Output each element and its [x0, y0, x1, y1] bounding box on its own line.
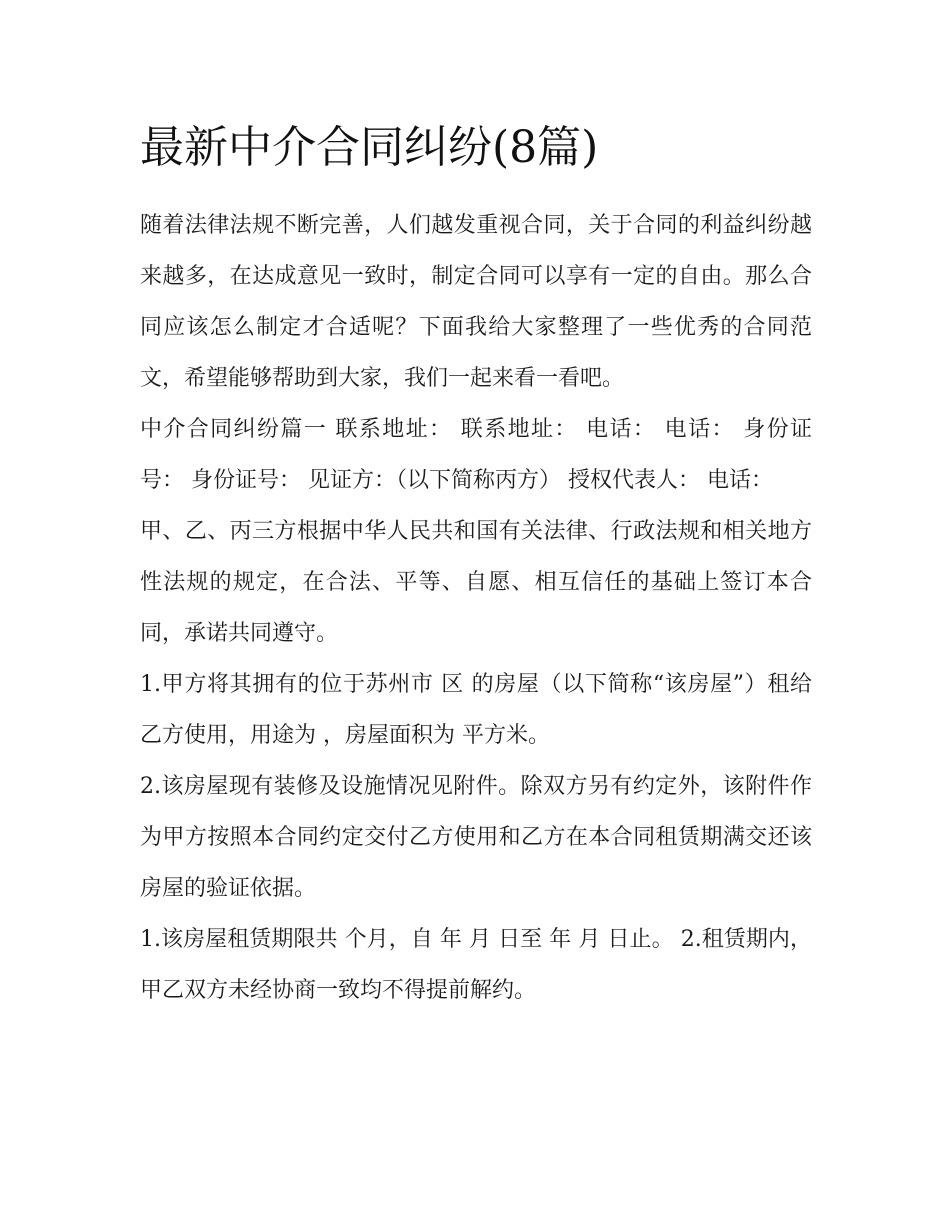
- contract-parties-paragraph: 中介合同纠纷篇一 联系地址： 联系地址： 电话： 电话： 身份证号： 身份证号： 见证方：（以下简称丙方） 授权代表人： 电话：: [140, 417, 812, 493]
- document-body: [140, 200, 812, 1016]
- clause-fixtures-paragraph: 2.该房屋现有装修及设施情况见附件。除双方另有约定外，该附件作为甲方按照本合同约定交付乙方使用和乙方在本合同租赁期满交还该房屋的验证依据。: [140, 774, 812, 901]
- document-title: 最新中介合同纠纷(8篇): [140, 122, 599, 173]
- intro-paragraph: 随着法律法规不断完善，人们越发重视合同，关于合同的利益纠纷越来越多，在达成意见一致时，制定合同可以享有一定的自由。那么合同应该怎么制定才合适呢？下面我给大家整理了一些优秀的合同范文，希望能够帮助到大家，我们一起来看一看吧。: [140, 213, 812, 391]
- clause-property-paragraph: 1.甲方将其拥有的位于苏州市 区 的房屋（以下简称“该房屋”）租给乙方使用，用途为 ，房屋面积为 平方米。: [140, 672, 812, 748]
- clause-term-paragraph: 1.该房屋租赁期限共 个月，自 年 月 日至 年 月 日止。 2.租赁期内，甲乙双方未经协商一致均不得提前解约。: [140, 927, 812, 1003]
- agreement-basis-paragraph: 甲、乙、丙三方根据中华人民共和国有关法律、行政法规和相关地方性法规的规定，在合法、平等、自愿、相互信任的基础上签订本合同，承诺共同遵守。: [140, 519, 812, 646]
